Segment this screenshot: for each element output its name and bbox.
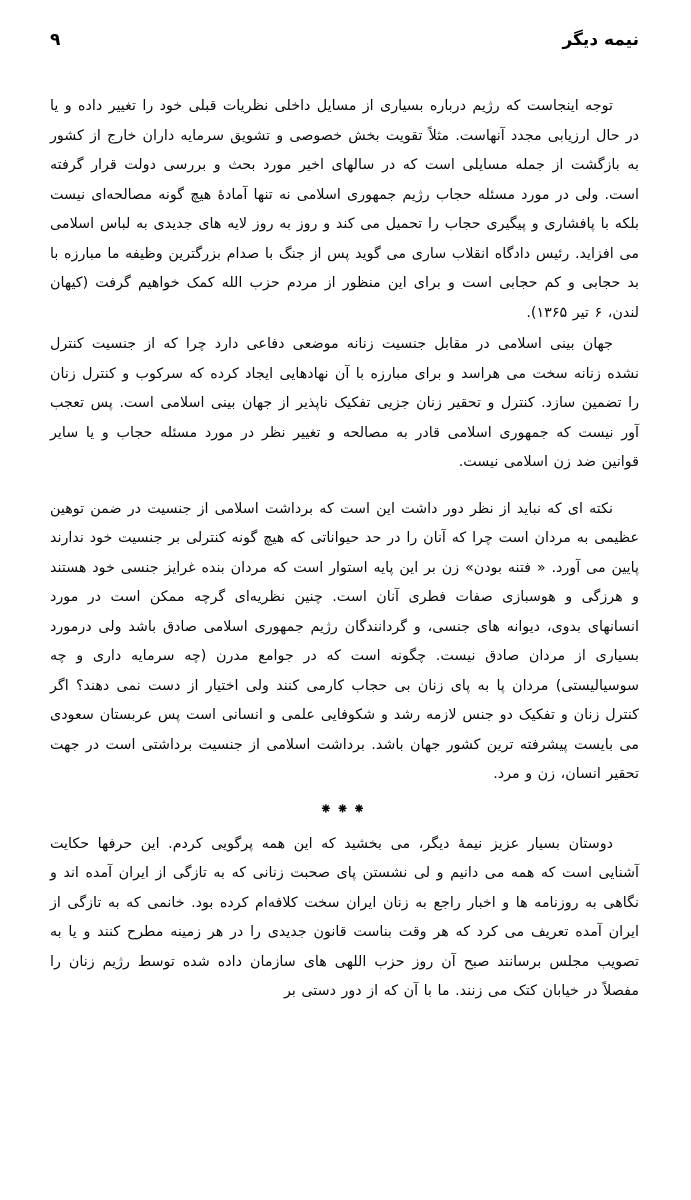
paragraph: دوستان بسیار عزیز نیمهٔ دیگر، می بخشید که این همه پرگویی کردم. این حرفها حکایت آشنایی است که همه می دانیم و لی نشستن پای صحبت زنانی که به تازگی از ایران آمده اند و نگاهی به روزنامه ها و اخبار راجع به زنان ایران سخت کلافه‌ام کرده بود. خانمی که به تازگی از ایران آمده تعریف می کرد که هر وقت بناست قانون جدیدی را در هر زمینه مطرح کنند و یا به تصویب مجلس برسانند صبح آن روز حزب اللهی های سازمان داده شده توسط رژیم زنان را مفصلاً در خیابان کتک می زنند. ما با آن که از دور دستی بر xyxy=(50,835,639,999)
page-body xyxy=(50,92,639,1007)
paragraph: جهان بینی اسلامی در مقابل جنسیت زنانه موضعی دفاعی دارد چرا که از جنسیت کنترل نشده زنانه سخت می هراسد و برای مبارزه با آن نهادهایی ایجاد کرده که سرکوب و کنترل زنان را تضمین سازد. کنترل و تحقیر زنان جزیی تفکیک ناپذیر از جهان بینی اسلامی است. پس تعجب آور نیست که جمهوری اسلامی قادر به مصالحه و تغییر نظر در مورد مسئله حجاب و یا سایر قوانین ضد زن اسلامی نیست. xyxy=(50,336,639,470)
section-divider-ornament xyxy=(50,799,639,818)
page-number: ۹ xyxy=(50,30,61,50)
ornament-dots: ⁕⁕⁕ xyxy=(319,799,370,818)
paragraph: توجه اینجاست که رژیم درباره بسیاری از مسایل داخلی نظریات قبلی خود را تغییر داده و یا در حال ارزیابی مجدد آنهاست. مثلاً تقویت بخش خصوصی و تشویق سرمایه داران خارج از کشور به بازگشت از جمله مسایلی است که در سالهای اخیر مورد بحث و بررسی دولت قرار گرفته است. ولی در مورد مسئله حجاب رژیم جمهوری اسلامی نه تنها آمادهٔ هیچ گونه مصالحه‌ای نیست بلکه با پافشاری و پیگیری حجاب را تحمیل می کند و روز به روز لایه های جدیدی به لباس اسلامی می افزاید. رئیس دادگاه انقلاب ساری می گوید پس از جنگ با صدام بزرگترین وظیفه ما مبارزه با بد حجابی و کم حجابی است و برای این منظور از مردم حزب الله کمک خواهیم گرفت (کیهان لندن، ۶ تیر ۱۳۶۵). xyxy=(50,98,639,321)
paragraph: نکته ای که نباید از نظر دور داشت این است که برداشت اسلامی از جنسیت در ضمن توهین عظیمی به مردان است چرا که آنان را در حد حیواناتی که هیچ گونه کنترلی بر جنسیت خود ندارند پایین می آورد. « فتنه بودن» زن بر این پایه استوار است که مردان بنده غرایز جنسی خود هستند و هرزگی و هوسبازی صفات فطری آنان است. چنین نظریه‌ای گرچه ممکن است در مورد انسانهای بدوی، دیوانه های جنسی، و گردانندگان رژیم جمهوری اسلامی صادق باشد ولی درمورد بسیاری از مردان صادق نیست. چگونه است که در جوامع مدرن (چه سرمایه داری و چه سوسیالیستی) مردان پا به پای زنان بی حجاب کارمی کنند ولی اختیار از دست نمی دهند؟ اگر کنترل زنان و تفکیک دو جنس لازمه رشد و شکوفایی علمی و انسانی است پس عربستان سعودی می بایست پیشرفته ترین کشور جهان باشد. برداشت اسلامی از جنسیت برداشتی است در جهت تحقیر انسان، زن و مرد. xyxy=(50,500,639,782)
page-title: نیمه دیگر xyxy=(562,30,639,50)
page-header xyxy=(50,24,639,50)
